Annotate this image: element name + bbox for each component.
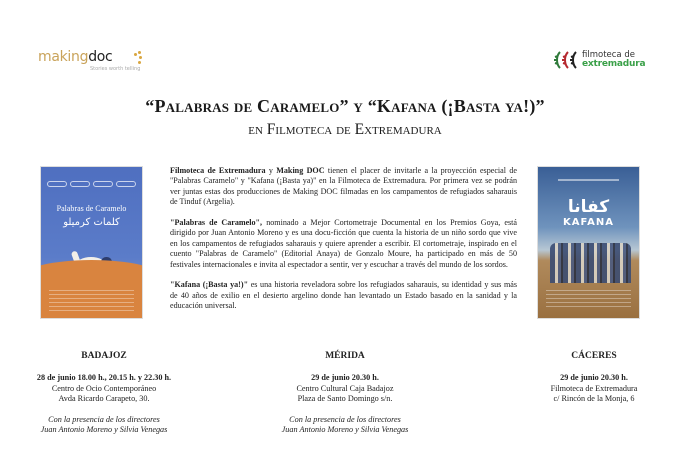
poster-kafana	[537, 166, 640, 319]
poster-top-credit	[558, 179, 619, 181]
venue-address: Avda Ricardo Carapeto, 30.	[58, 394, 150, 404]
venue-address: c/ Rincón de la Monja, 6	[553, 394, 635, 404]
poster-credits	[546, 290, 631, 310]
venue-note: Con la presencia de los directores	[48, 414, 160, 424]
poster-arabic-title: كفانا	[567, 197, 610, 217]
making-doc-logo	[38, 48, 148, 78]
text: tienen el placer de invitarle a la proyección especial de "Palabras Caramelo" y "Kafana (¡Basta ya)" en la Filmoteca de Extremadura. Por primera vez se podrán ver juntas estas dos producciones de Making DOC filmadas en los campamentos de refugiados saharauis de Tinduf (Argelia).	[170, 166, 517, 207]
venue-place: Filmoteca de Extremadura	[550, 383, 638, 393]
poster-credits	[49, 290, 134, 312]
venue-badajoz	[20, 351, 188, 435]
filmoteca-line1: filmoteca de	[582, 50, 635, 60]
venue-city: MÉRIDA	[325, 351, 365, 361]
venue-date: 28 de junio 18.00 h., 20.15 h. y 22.30 h.	[36, 373, 172, 383]
venue-place: Centro de Ocio Contemporáneo	[51, 383, 157, 393]
logo-word-making: making	[38, 49, 89, 65]
venue-city: BADAJOZ	[81, 351, 127, 361]
filmoteca-line2: extremadura	[582, 59, 646, 69]
paragraph-palabras	[170, 218, 517, 270]
venue-address: Plaza de Santo Domingo s/n.	[297, 394, 393, 404]
logo-word-doc: doc	[88, 49, 113, 65]
page-subtitle: en Filmoteca de Extremadura	[248, 121, 442, 138]
filmoteca-mark-icon	[553, 50, 581, 70]
text: nominado a Mejor Cortometraje Documental en los Premios Goya, está dirigido por Juan Antonio Moreno y es una docu-ficción que cuenta la historia de un niño sordo que vive en los campamentos de refugiados saharauis y quiere aprender a escribir. El cortometraje, inspirado en el cuento "Palabras de Caramelo" (Editorial Anaya) de Gonzalo Moure, ha participado en más de 50 festivales internacionales e invita al espectador a sentir, ver y escuchar a través del mundo de los sordos.	[170, 218, 517, 269]
filmoteca-logo	[553, 48, 663, 74]
venue-directors: Juan Antonio Moreno y Silvia Venegas	[281, 425, 409, 435]
bold-filmoteca: Filmoteca de Extremadura	[170, 166, 266, 175]
venue-directors: Juan Antonio Moreno y Silvia Venegas	[40, 425, 168, 435]
invitation-text	[170, 166, 517, 322]
poster-palabras-de-caramelo	[40, 166, 143, 319]
bold-kafana: "Kafana (¡Basta ya!)"	[170, 280, 249, 290]
venue-caceres	[524, 351, 664, 405]
venue-date: 29 de junio 20.30 h.	[560, 373, 628, 383]
logo-tagline: Stories worth telling	[90, 66, 141, 72]
bold-palabras: "Palabras de Caramelo",	[170, 218, 263, 228]
poster-title: Palabras de Caramelo	[56, 204, 127, 213]
bold-making-doc: Making DOC	[276, 166, 325, 175]
venue-note: Con la presencia de los directores	[289, 414, 401, 424]
venue-city: CÁCERES	[571, 351, 617, 361]
text: es una historia reveladora sobre los refugiados saharauis, su identidad y sus más de 40 años de exilio en el desierto argelino donde han levantado un Estado basado en la sanidad y la educación universal.	[170, 280, 517, 311]
venue-place: Centro Cultural Caja Badajoz	[296, 383, 394, 393]
poster-title: KAFANA	[562, 217, 615, 228]
venue-date: 29 de junio 20.30 h.	[311, 373, 379, 383]
paragraph-kafana	[170, 280, 517, 311]
text: y	[265, 166, 277, 175]
venue-merida	[254, 351, 436, 435]
paragraph-intro	[170, 166, 517, 208]
page-title: “Palabras de Caramelo” y “Kafana (¡Basta ya!)”	[145, 96, 545, 116]
poster-arabic-title: كلمات كرميلو	[63, 217, 120, 228]
festival-laurels-icon	[47, 181, 136, 189]
crowd-image	[550, 243, 631, 283]
